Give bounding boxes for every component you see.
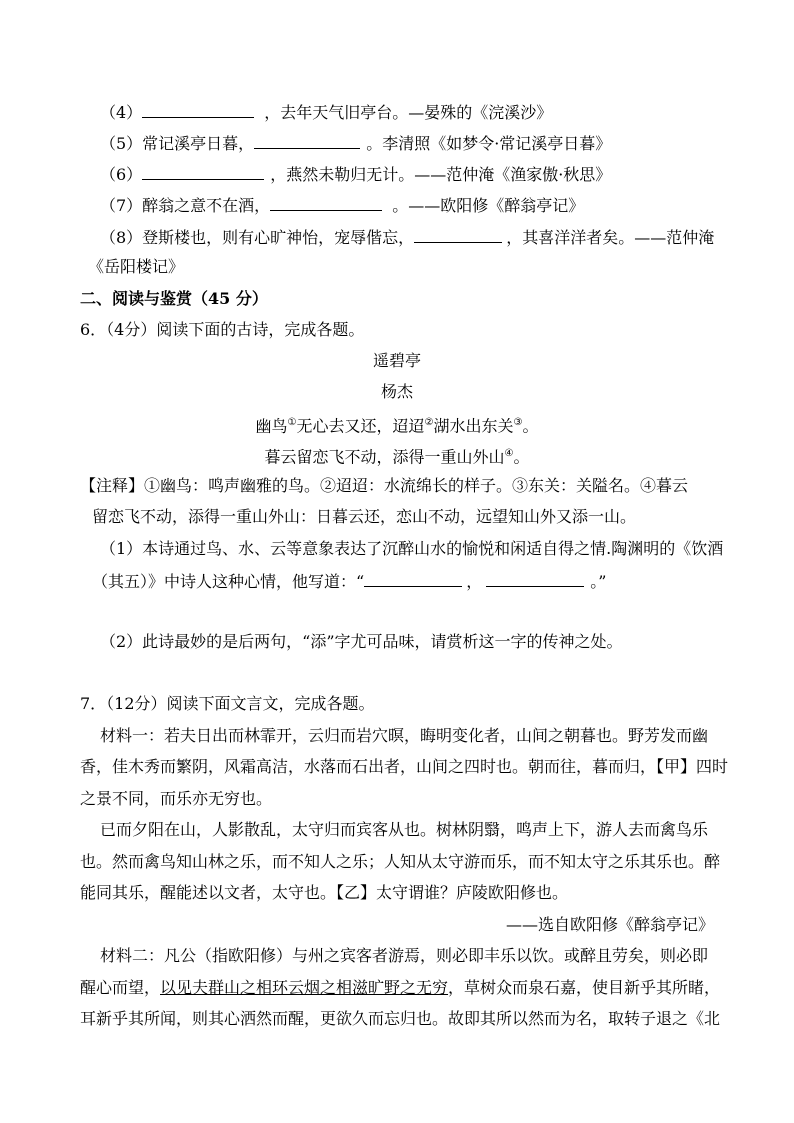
poem-notes-2: 留恋飞不动，添得一重山外山：日暮云还，恋山不动，远望知山外又添一山。 (92, 507, 637, 526)
poem-author: 杨杰 (380, 382, 413, 401)
poem-verse-1 (0, 413, 794, 436)
verse-text: 。 (513, 447, 530, 467)
answer-blank[interactable] (142, 163, 264, 180)
q5-6-suffix: ，燕然未勒归无计。——范仲淹《渔家傲·秋思》 (270, 165, 612, 184)
material-2-line-3: 耳新乎其所闻，则其心洒然而醒，更欲久而忘归也。故即其所以然而为名，取转子退之《北 (80, 1009, 721, 1028)
answer-blank[interactable] (486, 570, 584, 587)
material-1-line-4: 已而夕阳在山，人影散乱，太守归而宾客从也。树林阴翳，鸣声上下，游人去而禽鸟乐 (100, 820, 709, 839)
note-marker: ④ (504, 448, 514, 459)
q5-line-8-cont: 《岳阳楼记》 (88, 257, 185, 276)
answer-blank[interactable] (414, 226, 502, 243)
q5-line-7 (100, 194, 584, 216)
material-1-line-2: 香，佳木秀而繁阴，风霜高洁，水落而石出者，山间之四时也。朝而往，暮而归，【甲】四时 (80, 757, 729, 776)
q5-line-6 (100, 163, 611, 185)
verse-text: 无心去又还，迢迢 (296, 416, 425, 436)
material-2-line-1: 材料二：凡公（指欧阳修）与州之宾客者游焉，则必即丰乐以饮。或醉且劳矣，则必即 (100, 946, 709, 965)
q5-6-prefix: （6） (100, 165, 143, 184)
q5-4-prefix: （4） (100, 103, 143, 122)
q7-heading: 7．（12分）阅读下面文言文，完成各题。 (80, 694, 375, 713)
material-2-line-2 (80, 978, 720, 998)
verse-text: 暮云留恋飞不动，添得一重山外山 (264, 447, 505, 467)
section-heading: 二、阅读与鉴赏（45 分） (80, 289, 268, 308)
q6-sub1-text: （其五）》中诗人这种心情，他写道：“ (92, 572, 365, 591)
material-1-line-5: 也。然而禽鸟知山林之乐，而不知人之乐；人知从太守游而乐，而不知太守之乐其乐也。醉 (80, 852, 721, 871)
q5-line-4 (100, 101, 552, 123)
q6-sub1-line1: （1）本诗通过鸟、水、云等意象表达了沉醉山水的愉悦和闲适自得之情.陶渊明的《饮酒 (100, 539, 724, 558)
material-1-line-1: 材料一：若夫日出而林霏开，云归而岩穴暝，晦明变化者，山间之朝暮也。野芳发而幽 (100, 726, 709, 745)
q5-line-8 (100, 226, 714, 248)
note-marker: ② (424, 417, 434, 428)
answer-blank[interactable] (142, 101, 254, 118)
poem-notes-1: 【注释】①幽鸟：鸣声幽雅的鸟。②迢迢：水流绵长的样子。③东关：关隘名。④暮云 (80, 476, 689, 495)
q5-4-suffix: ，去年天气旧亭台。—晏殊的《浣溪沙》 (264, 103, 553, 122)
verse-text: 。 (522, 416, 539, 436)
material-1-line-6: 能同其乐，醒能述以文者，太守也。【乙】太守谓谁？庐陵欧阳修也。 (80, 883, 569, 902)
q5-8-suffix: ，其喜洋洋者矣。——范仲淹 (506, 228, 715, 247)
q6-sub2: （2）此诗最妙的是后两句，“添”字尤可品味，请赏析这一字的传神之处。 (100, 632, 623, 651)
q5-7-suffix: 。——欧阳修《醉翁亭记》 (392, 196, 585, 215)
material-2-text: ，草树众而泉石嘉，使目新乎其所睹， (448, 978, 721, 997)
q5-8-prefix: （8）登斯楼也，则有心旷神怡，宠辱偕忘， (100, 228, 415, 247)
note-marker: ③ (513, 417, 523, 428)
q5-5-prefix: （5）常记溪亭日暮， (100, 134, 255, 153)
answer-blank[interactable] (270, 194, 382, 211)
answer-blank[interactable] (364, 570, 462, 587)
material-2-text: 醒心而望， (80, 978, 161, 997)
q5-line-5 (100, 132, 611, 154)
note-marker: ① (287, 417, 297, 428)
poem-title: 遥碧亭 (372, 351, 421, 370)
underlined-sentence: 以见夫群山之相环云烟之相滋旷野之无穷 (160, 978, 449, 997)
poem-verse-2 (0, 444, 794, 467)
q6-heading: 6．（4分）阅读下面的古诗，完成各题。 (80, 320, 365, 339)
q5-5-suffix: 。李清照《如梦令·常记溪亭日暮》 (366, 134, 612, 153)
material-1-line-3: 之景不同，而乐亦无穷也。 (80, 789, 273, 808)
q6-sub1-line2 (92, 570, 606, 592)
q6-sub1-comma: ， (466, 572, 483, 591)
material-1-source: ——选自欧阳修《醉翁亭记》 (505, 915, 714, 934)
verse-text: 湖水出东关 (433, 416, 514, 436)
q5-7-prefix: （7）醉翁之意不在酒， (100, 196, 271, 215)
verse-text: 幽鸟 (255, 416, 288, 436)
q6-sub1-end: 。” (590, 572, 607, 591)
answer-blank[interactable] (254, 132, 360, 149)
